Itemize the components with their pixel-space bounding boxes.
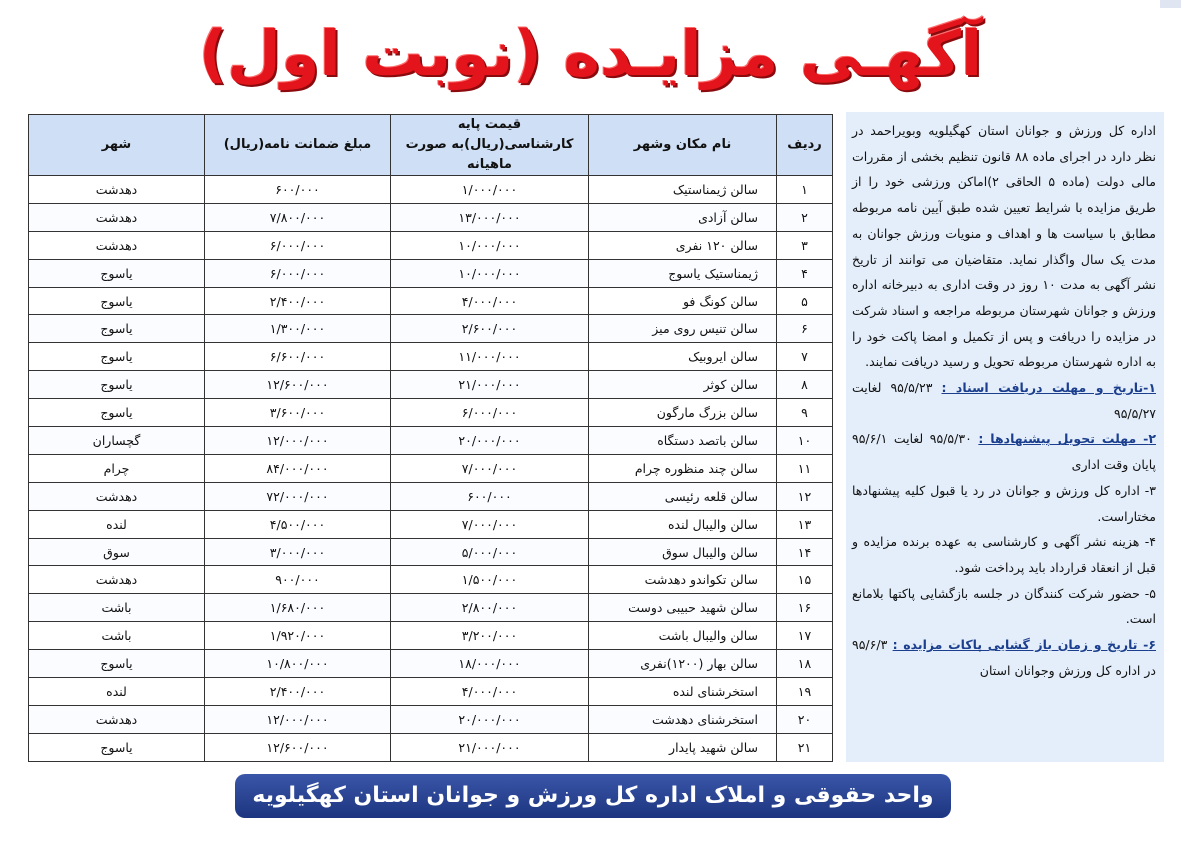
description-panel bbox=[846, 112, 1164, 762]
header-city: شهر bbox=[29, 115, 205, 176]
cell-guarantee: ۱۰/۸۰۰/۰۰۰ bbox=[205, 650, 391, 678]
table-row bbox=[29, 678, 833, 706]
footer-banner: واحد حقوقی و املاک اداره کل ورزش و جوانان استان کهگیلویه وبویراحمد bbox=[235, 774, 951, 818]
cell-place-name: سالن قلعه رئیسی bbox=[589, 482, 777, 510]
cell-city: لنده bbox=[29, 678, 205, 706]
cell-city: یاسوج bbox=[29, 287, 205, 315]
header-base-price: قیمت پایه کارشناسی(ریال)به صورت ماهیانه bbox=[391, 115, 589, 176]
cell-place-name: سالن آزادی bbox=[589, 203, 777, 231]
cell-place-name: سالن چند منظوره چرام bbox=[589, 454, 777, 482]
table-row bbox=[29, 650, 833, 678]
table-header-row bbox=[29, 115, 833, 176]
cell-row-number: ۱۹ bbox=[777, 678, 833, 706]
item-3: ۳- اداره کل ورزش و جوانان در رد یا قبول کلیه پیشنهادها مختاراست. bbox=[852, 482, 1156, 524]
cell-guarantee: ۱۲/۰۰۰/۰۰۰ bbox=[205, 427, 391, 455]
table-row bbox=[29, 399, 833, 427]
cell-guarantee: ۱۲/۶۰۰/۰۰۰ bbox=[205, 733, 391, 761]
cell-guarantee: ۲/۴۰۰/۰۰۰ bbox=[205, 287, 391, 315]
cell-city: دهدشت bbox=[29, 176, 205, 204]
cell-guarantee: ۹۰۰/۰۰۰ bbox=[205, 566, 391, 594]
cell-row-number: ۳ bbox=[777, 231, 833, 259]
table-row bbox=[29, 315, 833, 343]
intro-text: اداره کل ورزش و جوانان استان کهگیلویه وبویراحمد در نظر دارد در اجرای ماده ۸۸ قانون تنظیم بخشی از مقررات مالی دولت (ماده ۵ الحاقی ۲)اماکن ورزشی خود را از طریق مزایده با شرایط تعیین شده طبق آیین نامه مربوطه مطابق با سیاست ها و اهداف و منویات ورزش جوانان به مدت یک سال واگذار نماید. متقاضیان می توانند از تاریخ نشر آگهی به مدت ۱۰ روز در وقت اداری به دبیرخانه اداره ورزش و جوانان شهرستان مربوطه مراجعه و اسناد شرکت در مزایده را دریافت و پس از تکمیل و امضا پاکت خود را به اداره شهرستان مربوطه تحویل و رسید دریافت نمایند. bbox=[852, 123, 1157, 370]
cell-base-price: ۲۱/۰۰۰/۰۰۰ bbox=[391, 371, 589, 399]
cell-city: یاسوج bbox=[29, 343, 205, 371]
cell-row-number: ۱۵ bbox=[777, 566, 833, 594]
cell-city: دهدشت bbox=[29, 231, 205, 259]
cell-place-name: سالن والیبال باشت bbox=[589, 622, 777, 650]
cell-row-number: ۲ bbox=[777, 203, 833, 231]
cell-city: یاسوج bbox=[29, 259, 205, 287]
cell-place-name: سالن تکواندو دهدشت bbox=[589, 566, 777, 594]
cell-guarantee: ۶/۶۰۰/۰۰۰ bbox=[205, 343, 391, 371]
item-4: ۴- هزینه نشر آگهی و کارشناسی به عهده برنده مزایده و قبل از انعقاد قرارداد باید پرداخت شود. bbox=[852, 534, 1156, 575]
cell-place-name: سالن باتصد دستگاه bbox=[589, 427, 777, 455]
item-5: ۵- حضور شرکت کنندگان در جلسه بازگشایی پاکتها بلامانع است. bbox=[852, 585, 1156, 627]
cell-guarantee: ۸۴/۰۰۰/۰۰۰ bbox=[205, 454, 391, 482]
header-row-number: ردیف bbox=[777, 115, 833, 176]
cell-place-name: سالن ژیمناستیک bbox=[589, 176, 777, 204]
cell-row-number: ۱۲ bbox=[777, 482, 833, 510]
cell-city: یاسوج bbox=[29, 650, 205, 678]
item-1-value: ۹۵/۵/۲۳ لغایت ۹۵/۵/۲۷ bbox=[852, 380, 1156, 421]
cell-place-name: سالن کونگ فو bbox=[589, 287, 777, 315]
cell-city: باشت bbox=[29, 622, 205, 650]
cell-guarantee: ۱/۹۲۰/۰۰۰ bbox=[205, 622, 391, 650]
cell-place-name: سالن تنیس روی میز bbox=[589, 315, 777, 343]
cell-row-number: ۱۸ bbox=[777, 650, 833, 678]
cell-base-price: ۲/۸۰۰/۰۰۰ bbox=[391, 594, 589, 622]
cell-base-price: ۴/۰۰۰/۰۰۰ bbox=[391, 287, 589, 315]
cell-place-name: سالن کوثر bbox=[589, 371, 777, 399]
table-row bbox=[29, 705, 833, 733]
cell-city: لنده bbox=[29, 510, 205, 538]
cell-row-number: ۱۰ bbox=[777, 427, 833, 455]
cell-base-price: ۱/۰۰۰/۰۰۰ bbox=[391, 176, 589, 204]
table-row bbox=[29, 427, 833, 455]
auction-table bbox=[28, 114, 833, 762]
item-2 bbox=[852, 426, 1156, 477]
cell-place-name: سالن شهید پایدار bbox=[589, 733, 777, 761]
cell-guarantee: ۱۲/۶۰۰/۰۰۰ bbox=[205, 371, 391, 399]
cell-guarantee: ۱۲/۰۰۰/۰۰۰ bbox=[205, 705, 391, 733]
cell-base-price: ۲/۶۰۰/۰۰۰ bbox=[391, 315, 589, 343]
cell-guarantee: ۳/۶۰۰/۰۰۰ bbox=[205, 399, 391, 427]
cell-guarantee: ۱/۶۸۰/۰۰۰ bbox=[205, 594, 391, 622]
cell-guarantee: ۶/۰۰۰/۰۰۰ bbox=[205, 259, 391, 287]
table-row bbox=[29, 454, 833, 482]
cell-row-number: ۴ bbox=[777, 259, 833, 287]
cell-city: یاسوج bbox=[29, 315, 205, 343]
cell-place-name: استخرشنای لنده bbox=[589, 678, 777, 706]
table-row bbox=[29, 566, 833, 594]
table-body bbox=[29, 176, 833, 762]
cell-city: یاسوج bbox=[29, 733, 205, 761]
cell-place-name: سالن شهید حبیبی دوست bbox=[589, 594, 777, 622]
cell-row-number: ۵ bbox=[777, 287, 833, 315]
cell-guarantee: ۳/۰۰۰/۰۰۰ bbox=[205, 538, 391, 566]
cell-guarantee: ۷۲/۰۰۰/۰۰۰ bbox=[205, 482, 391, 510]
cell-base-price: ۱/۵۰۰/۰۰۰ bbox=[391, 566, 589, 594]
cell-row-number: ۱۶ bbox=[777, 594, 833, 622]
cell-guarantee: ۴/۵۰۰/۰۰۰ bbox=[205, 510, 391, 538]
cell-place-name: سالن ایروبیک bbox=[589, 343, 777, 371]
table-row bbox=[29, 176, 833, 204]
header-place-name: نام مکان وشهر bbox=[589, 115, 777, 176]
header-guarantee: مبلغ ضمانت نامه(ریال) bbox=[205, 115, 391, 176]
cell-row-number: ۱۱ bbox=[777, 454, 833, 482]
cell-base-price: ۲۰/۰۰۰/۰۰۰ bbox=[391, 705, 589, 733]
cell-place-name: سالن بزرگ مارگون bbox=[589, 399, 777, 427]
cell-row-number: ۲۰ bbox=[777, 705, 833, 733]
cell-base-price: ۱۰/۰۰۰/۰۰۰ bbox=[391, 259, 589, 287]
cell-guarantee: ۶۰۰/۰۰۰ bbox=[205, 176, 391, 204]
cell-place-name: سالن بهار (۱۲۰۰)نفری bbox=[589, 650, 777, 678]
table-row bbox=[29, 371, 833, 399]
table-row bbox=[29, 287, 833, 315]
cell-city: یاسوج bbox=[29, 399, 205, 427]
cell-place-name: سالن والیبال لنده bbox=[589, 510, 777, 538]
cell-city: دهدشت bbox=[29, 705, 205, 733]
table-row bbox=[29, 482, 833, 510]
cell-base-price: ۶۰۰/۰۰۰ bbox=[391, 482, 589, 510]
table-row bbox=[29, 259, 833, 287]
cell-base-price: ۵/۰۰۰/۰۰۰ bbox=[391, 538, 589, 566]
cell-base-price: ۲۰/۰۰۰/۰۰۰ bbox=[391, 427, 589, 455]
cell-row-number: ۱۴ bbox=[777, 538, 833, 566]
cell-base-price: ۷/۰۰۰/۰۰۰ bbox=[391, 510, 589, 538]
cell-base-price: ۱۳/۰۰۰/۰۰۰ bbox=[391, 203, 589, 231]
table-row bbox=[29, 231, 833, 259]
item-1 bbox=[852, 375, 1156, 426]
item-6 bbox=[852, 632, 1156, 683]
item-6-label: ۶- تاریخ و زمان باز گشایی پاکات مزایده : bbox=[892, 637, 1156, 653]
cell-city: گچساران bbox=[29, 427, 205, 455]
cell-guarantee: ۲/۴۰۰/۰۰۰ bbox=[205, 678, 391, 706]
table-row bbox=[29, 203, 833, 231]
table-row bbox=[29, 594, 833, 622]
cell-guarantee: ۱/۳۰۰/۰۰۰ bbox=[205, 315, 391, 343]
cell-city: باشت bbox=[29, 594, 205, 622]
cell-place-name: سالن ۱۲۰ نفری bbox=[589, 231, 777, 259]
cell-row-number: ۱ bbox=[777, 176, 833, 204]
cell-guarantee: ۶/۰۰۰/۰۰۰ bbox=[205, 231, 391, 259]
cell-guarantee: ۷/۸۰۰/۰۰۰ bbox=[205, 203, 391, 231]
cell-row-number: ۹ bbox=[777, 399, 833, 427]
cell-base-price: ۲۱/۰۰۰/۰۰۰ bbox=[391, 733, 589, 761]
cell-city: سوق bbox=[29, 538, 205, 566]
cell-city: دهدشت bbox=[29, 566, 205, 594]
page-title: آگهـی مزایـده (نوبت اول) bbox=[198, 17, 983, 90]
cell-row-number: ۸ bbox=[777, 371, 833, 399]
cell-place-name: سالن والیبال سوق bbox=[589, 538, 777, 566]
table-row bbox=[29, 538, 833, 566]
item-2-value: ۹۵/۵/۳۰ لغایت ۹۵/۶/۱ پایان وقت اداری bbox=[852, 431, 1156, 473]
cell-base-price: ۶/۰۰۰/۰۰۰ bbox=[391, 399, 589, 427]
cell-city: دهدشت bbox=[29, 203, 205, 231]
auction-table-wrapper bbox=[29, 114, 833, 762]
item-1-label: ۱-تاریخ و مهلت دریافت اسناد : bbox=[941, 380, 1157, 396]
cell-city: چرام bbox=[29, 454, 205, 482]
table-row bbox=[29, 510, 833, 538]
cell-place-name: ژیمناستیک یاسوج bbox=[589, 259, 777, 287]
cell-row-number: ۲۱ bbox=[777, 733, 833, 761]
cell-city: یاسوج bbox=[29, 371, 205, 399]
cell-city: دهدشت bbox=[29, 482, 205, 510]
cell-row-number: ۷ bbox=[777, 343, 833, 371]
cell-base-price: ۱۱/۰۰۰/۰۰۰ bbox=[391, 343, 589, 371]
cell-place-name: استخرشنای دهدشت bbox=[589, 705, 777, 733]
table-row bbox=[29, 343, 833, 371]
cell-base-price: ۴/۰۰۰/۰۰۰ bbox=[391, 678, 589, 706]
item-6-value: ۹۵/۶/۳ در اداره کل ورزش وجوانان استان bbox=[852, 637, 1156, 678]
cell-base-price: ۱۰/۰۰۰/۰۰۰ bbox=[391, 231, 589, 259]
item-2-label: ۲- مهلت تحویل پیشنهادها : bbox=[978, 431, 1156, 447]
cell-row-number: ۱۳ bbox=[777, 510, 833, 538]
cell-row-number: ۶ bbox=[777, 315, 833, 343]
cell-base-price: ۳/۲۰۰/۰۰۰ bbox=[391, 622, 589, 650]
table-row bbox=[29, 733, 833, 761]
table-row bbox=[29, 622, 833, 650]
cell-base-price: ۷/۰۰۰/۰۰۰ bbox=[391, 454, 589, 482]
cell-row-number: ۱۷ bbox=[777, 622, 833, 650]
cell-base-price: ۱۸/۰۰۰/۰۰۰ bbox=[391, 650, 589, 678]
